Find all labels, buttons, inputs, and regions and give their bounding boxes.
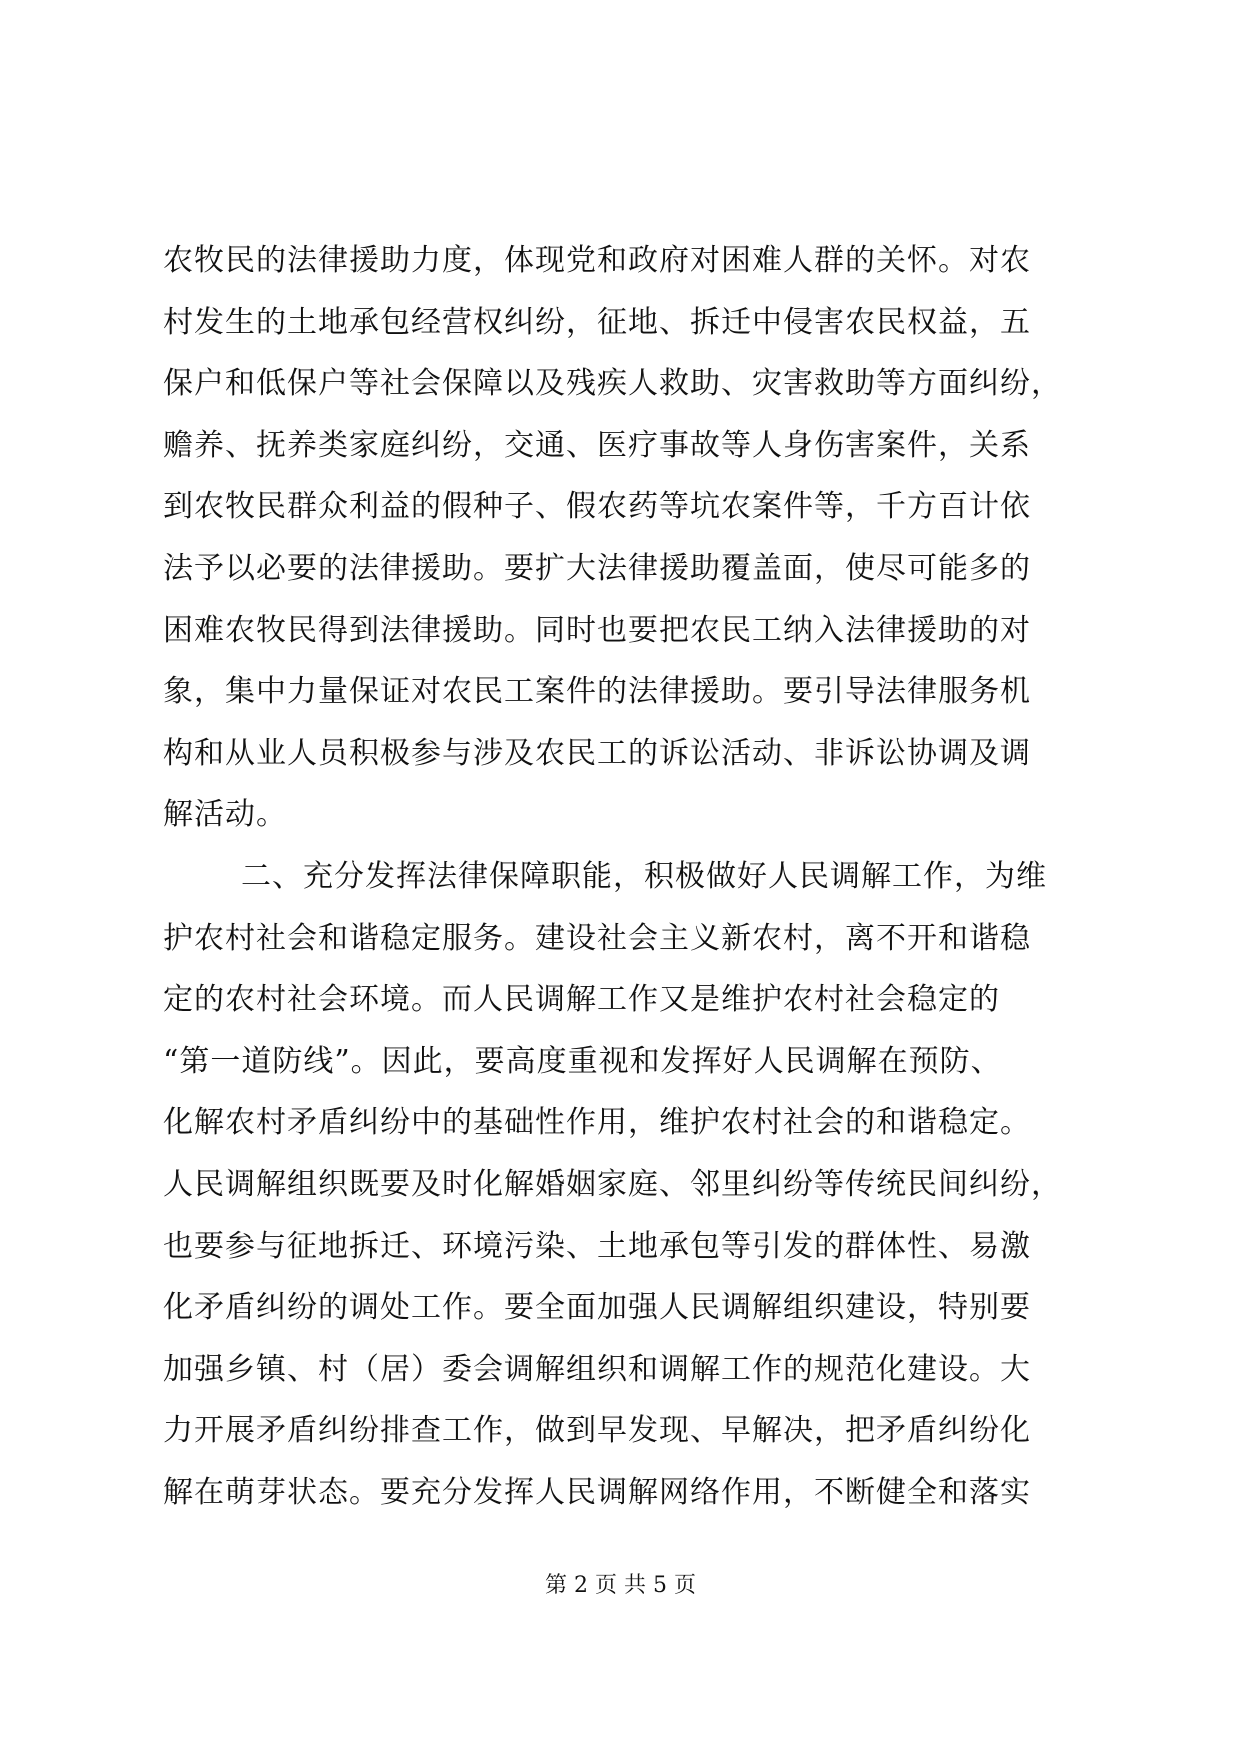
text-line-1: 农牧民的法律援助力度，体现党和政府对困难人群的关怀。对农 [163,243,1031,278]
text-line-14: “第一道防线”。因此，要高度重视和发挥好人民调解在预防、 [163,1043,1002,1079]
text-line-17: 也要参与征地拆迁、环境污染、土地承包等引发的群体性、易激 [163,1228,1031,1264]
text-line-18: 化矛盾纠纷的调处工作。要全面加强人民调解组织建设，特别要 [163,1290,1031,1326]
text-line-12: 护农村社会和谐稳定服务。建设社会主义新农村，离不开和谐稳 [163,920,1031,956]
text-line-5: 到农牧民群众利益的假种子、假农药等坑农案件等，千方百计依 [163,489,1031,525]
text-line-3: 保户和低保户等社会保障以及残疾人救助、灾害救助等方面纠纷， [163,366,1062,402]
document-body [163,230,1103,1523]
text-line-19: 加强乡镇、村（居）委会调解组织和调解工作的规范化建设。大 [163,1351,1031,1387]
section-heading-line: 二、充分发挥法律保障职能，积极做好人民调解工作，为维 [241,858,1047,894]
text-line-15: 化解农村矛盾纠纷中的基础性作用，维护农村社会的和谐稳定。 [163,1105,1031,1141]
text-line-10: 解活动。 [163,797,287,833]
text-line-2: 村发生的土地承包经营权纠纷，征地、拆迁中侵害农民权益，五 [163,304,1031,340]
text-line-20: 力开展矛盾纠纷排查工作，做到早发现、早解决，把矛盾纠纷化 [163,1413,1031,1449]
page-number-footer: 第 2 页 共 5 页 [545,1573,696,1598]
text-line-16: 人民调解组织既要及时化解婚姻家庭、邻里纠纷等传统民间纠纷， [163,1166,1062,1202]
text-line-9: 构和从业人员积极参与涉及农民工的诉讼活动、非诉讼协调及调 [163,735,1031,771]
text-line-8: 象，集中力量保证对农民工案件的法律援助。要引导法律服务机 [163,674,1031,710]
text-line-4: 赡养、抚养类家庭纠纷，交通、医疗事故等人身伤害案件，关系 [163,427,1031,463]
text-line-21: 解在萌芽状态。要充分发挥人民调解网络作用，不断健全和落实 [163,1474,1031,1510]
text-line-6: 法予以必要的法律援助。要扩大法律援助覆盖面，使尽可能多的 [163,550,1031,586]
text-line-13: 定的农村社会环境。而人民调解工作又是维护农村社会稳定的 [163,982,1000,1018]
text-line-7: 困难农牧民得到法律援助。同时也要把农民工纳入法律援助的对 [163,612,1031,648]
